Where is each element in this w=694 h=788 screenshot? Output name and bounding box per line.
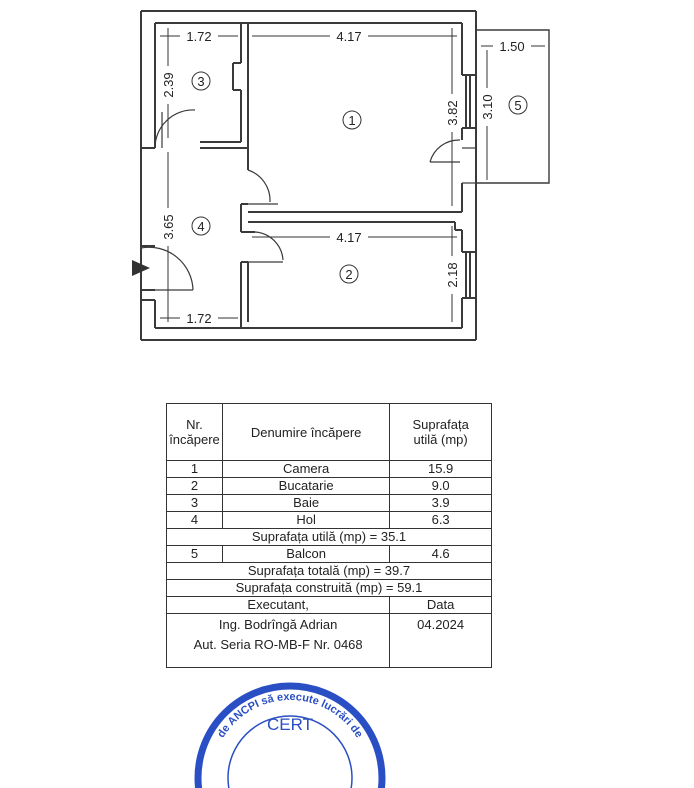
dim-hall-width: 1.72	[186, 311, 212, 326]
total-area-row: Suprafața totală (mp) = 39.7	[167, 563, 492, 580]
header-nr: Nr. încăpere	[167, 404, 223, 461]
table-row: 4 Hol 6.3	[167, 512, 492, 529]
room-numbers	[197, 74, 521, 282]
area-table	[166, 403, 492, 668]
table-row: 2 Bucatarie 9.0	[167, 478, 492, 495]
dim-room1-width: 4.17	[336, 29, 362, 44]
executant-row	[167, 614, 492, 668]
header-area: Suprafața utilă (mp)	[390, 404, 492, 461]
walls	[141, 11, 549, 340]
usable-total-row: Suprafața utilă (mp) = 35.1	[167, 529, 492, 546]
room-number-4: 4	[197, 219, 205, 234]
date-value: 04.2024	[390, 614, 492, 668]
room-number-2: 2	[345, 267, 353, 282]
stamp-center-text: CERT	[267, 715, 313, 734]
executant-header-row: Executant, Data	[167, 597, 492, 614]
certification-stamp	[190, 668, 390, 788]
executant-name: Ing. Bodrîngă Adrian	[218, 617, 338, 632]
table-row: 3 Baie 3.9	[167, 495, 492, 512]
table-row: 1 Camera 15.9	[167, 461, 492, 478]
room-number-1: 1	[348, 113, 356, 128]
dim-kitchen-width: 4.17	[336, 230, 362, 245]
dim-hall-height: 3.65	[161, 214, 176, 240]
stamp-ring-text: de ANCPI să execute lucrări de	[215, 690, 365, 741]
table-row: 5 Balcon 4.6	[167, 546, 492, 563]
built-area-row: Suprafața construită (mp) = 59.1	[167, 580, 492, 597]
dim-bath-width: 1.72	[186, 29, 212, 44]
table-header	[167, 404, 492, 461]
header-name: Denumire încăpere	[222, 404, 389, 461]
dim-room1-height: 3.82	[445, 100, 460, 126]
dim-balcony-height: 3.10	[480, 94, 495, 120]
dim-bath-height: 2.39	[161, 72, 176, 98]
room-number-5: 5	[514, 98, 522, 113]
executant-info	[167, 614, 390, 668]
doors	[141, 110, 476, 290]
executant-authorization: Aut. Seria RO-MB-F Nr. 0468	[193, 637, 363, 652]
dim-kitchen-height: 2.18	[445, 262, 460, 288]
room-number-3: 3	[197, 74, 205, 89]
dim-balcony-width: 1.50	[499, 39, 525, 54]
